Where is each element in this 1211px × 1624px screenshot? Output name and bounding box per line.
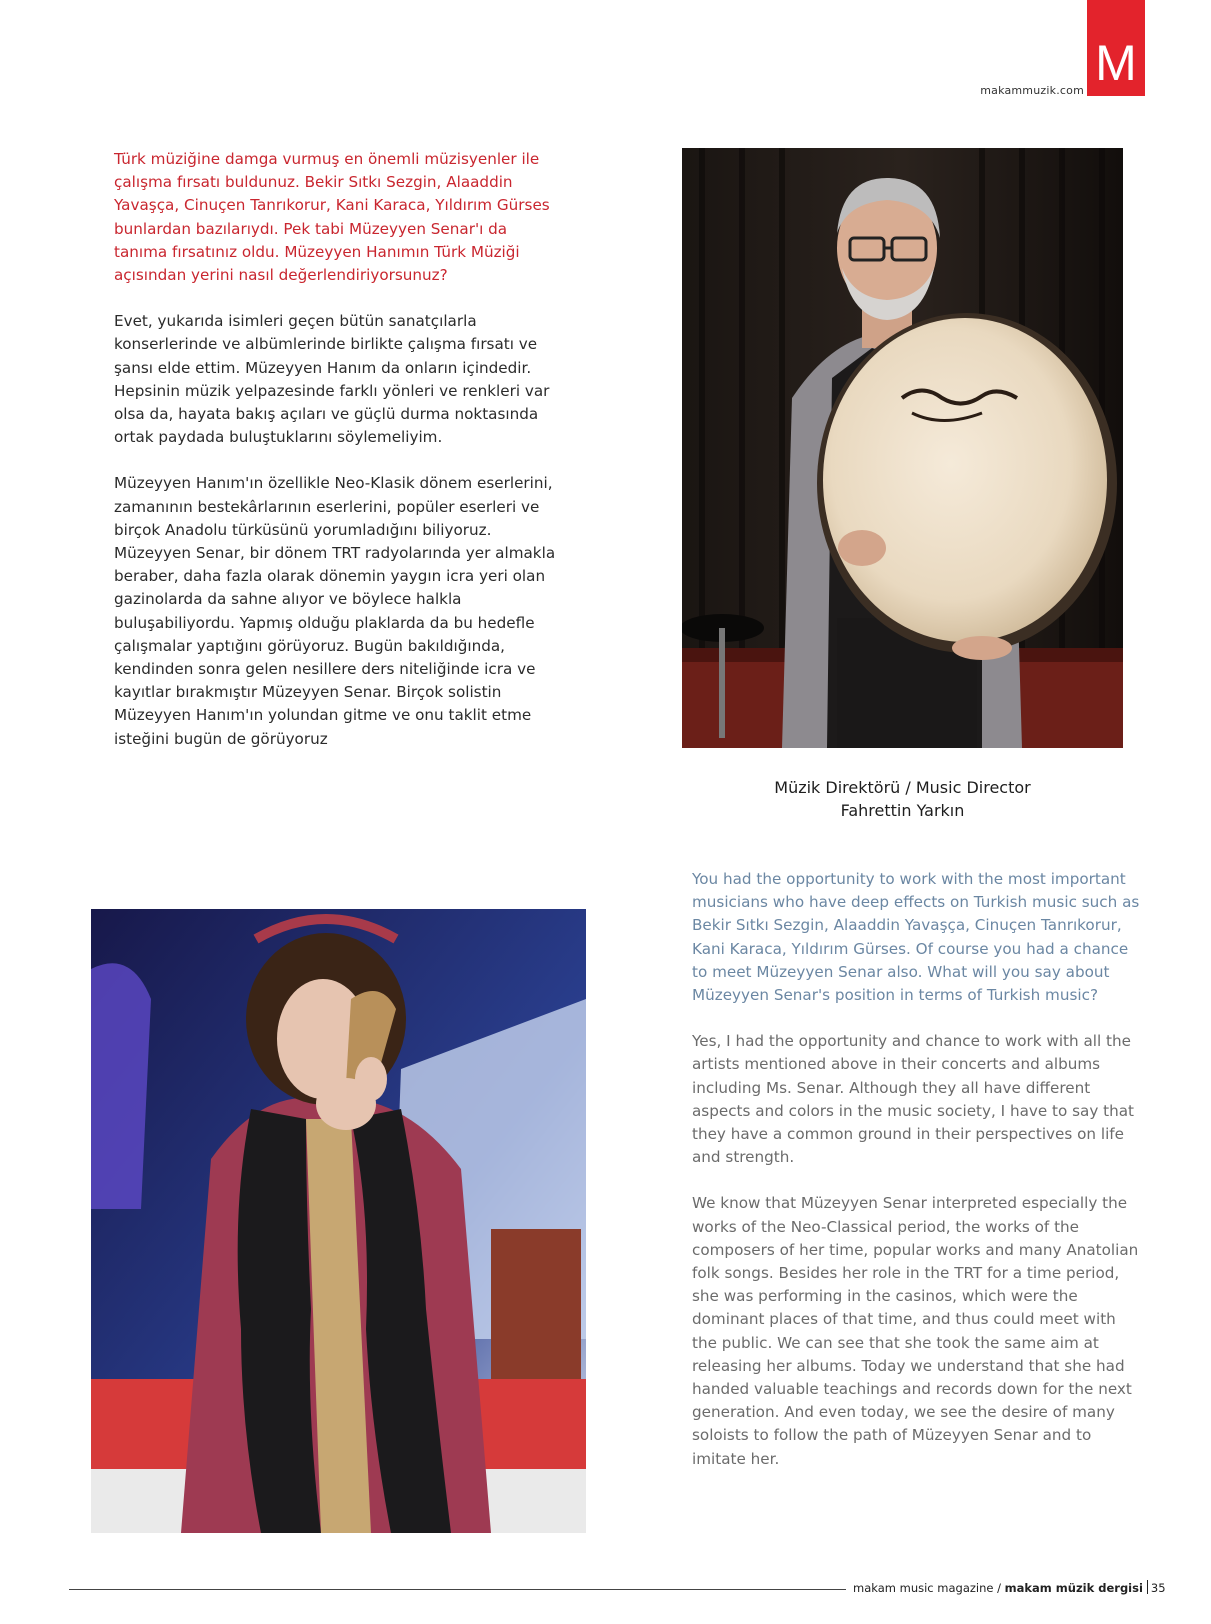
magazine-logo (1087, 0, 1145, 96)
footer-separator (1147, 1580, 1148, 1594)
photo-caption (682, 776, 1123, 822)
footer-rule (69, 1589, 846, 1590)
turkish-answer-1: Evet, yukarıda isimleri geçen bütün sanatçılarla konserlerinde ve albümlerinde birlikte çalışma fırsatı ve şansı elde ettim. Müzeyyen Hanım da onların içindedir. Hepsinin müzik yelpazesinde farklı yönleri ve renkleri var olsa da, hayata bakış açıları ve güçlü durma noktasında ortak paydada buluştuklarını söylemeliyim. (114, 312, 550, 447)
turkish-column (114, 148, 559, 774)
english-answer-2: We know that Müzeyyen Senar interpreted especially the works of the Neo-Classical period, the works of the composers of her time, popular works and many Anatolian folk songs. Besides her role in the TRT for a time period, she was performing in the casinos, which were the dominant places of that time, and thus could meet with the public. We can see that she took the same aim at releasing her albums. Today we understand that she had handed valuable teachings and records down for the next generation. And even today, we see the desire of many soloists to follow the path of Müzeyyen Senar and to imitate her. (692, 1194, 1139, 1468)
english-column (692, 868, 1142, 1494)
caption-role: Müzik Direktörü / Music Director (774, 778, 1031, 797)
music-director-photo (682, 148, 1123, 748)
footer (853, 1580, 1166, 1595)
turkish-question: Türk müziğine damga vurmuş en önemli müzisyenler ile çalışma fırsatı buldunuz. Bekir Sıtkı Sezgin, Alaaddin Yavaşça, Cinuçen Tanrıkorur, Kani Karaca, Yıldırım Gürses bunlardan bazılarıydı. Pek tabi Müzeyyen Senar'ı da tanıma fırsatınız oldu. Müzeyyen Hanımın Türk Müziği açısından yerini nasıl değerlendiriyorsunuz? (114, 150, 550, 285)
caption-name: Fahrettin Yarkın (840, 801, 965, 820)
english-question: You had the opportunity to work with the most important musicians who have deep effects on Turkish music such as Bekir Sıtkı Sezgin, Alaaddin Yavaşça, Cinuçen Tanrıkorur, Kani Karaca, Yıldırım Gürses. Of course you had a chance to meet Müzeyyen Senar also. What will you say about Müzeyyen Senar's position in terms of Turkish music? (692, 870, 1140, 1005)
site-url: makammuzik.com (980, 84, 1084, 97)
stage-performer-photo (91, 909, 586, 1533)
turkish-answer-2: Müzeyyen Hanım'ın özellikle Neo-Klasik dönem eserlerini, zamanının bestekârlarının eserlerini, popüler eserleri ve birçok Anadolu türküsünü yorumladığını biliyoruz. Müzeyyen Senar, bir dönem TRT radyolarında yer almakla beraber, daha fazla olarak dönemin yaygın icra yeri olan gazinolarda da sahne alıyor ve böylece halkla buluşabiliyordu. Yapmış olduğu plaklarda da bu hedefle çalışmalar yaptığını görüyoruz. Bugün bakıldığında, kendinden sonra gelen nesillere ders niteliğinde icra ve kayıtlar bırakmıştır Müzeyyen Senar. Birçok solistin Müzeyyen Hanım'ın yolundan gitme ve onu taklit etme isteğini bugün de görüyoruz (114, 474, 556, 748)
page-number: 35 (1150, 1581, 1166, 1595)
english-answer-1: Yes, I had the opportunity and chance to work with all the artists mentioned above in their concerts and albums including Ms. Senar. Although they all have different aspects and colors in the music society, I have to say that they have a common ground in their perspectives on life and strength. (692, 1032, 1135, 1167)
footer-magazine-en: makam music magazine / (853, 1581, 1001, 1595)
footer-magazine-tr: makam müzik dergisi (1004, 1581, 1143, 1595)
logo-letter: M (1095, 35, 1137, 91)
